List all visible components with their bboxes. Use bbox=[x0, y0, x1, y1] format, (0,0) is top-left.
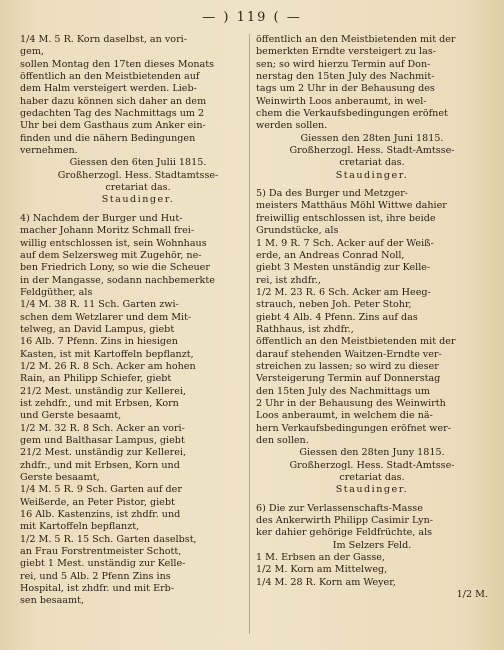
text-line: Giessen den 28ten Juny 1815. bbox=[299, 447, 445, 459]
page-number-header: — ) 119 ( — bbox=[202, 10, 302, 25]
text-line: meisters Matthäus Möhl Wittwe dahier bbox=[256, 200, 447, 212]
text-line: erde, an Andreas Conrad Noll, bbox=[256, 249, 405, 261]
text-line: giebt 1 Mest. unständig zur Kelle- bbox=[20, 558, 186, 570]
text-line: rei, und 5 Alb. 2 Pfenn Zins ins bbox=[20, 570, 171, 582]
text-line: 1 M. Erbsen an der Gasse, bbox=[256, 552, 385, 564]
text-line: ben Friedrich Lony, so wie die Scheuer bbox=[20, 262, 210, 274]
text-line: 1/4 M. 5 R. Korn daselbst, an vori- bbox=[20, 34, 187, 45]
text-line: öffentlich an den Meistbietenden mit der bbox=[256, 34, 456, 45]
text-line: 1/2 M. Korn am Mittelweg, bbox=[256, 564, 388, 576]
text-line: Hospital, ist zhdfr. und mit Erb- bbox=[20, 583, 175, 595]
text-line: tags um 2 Uhr in der Behausung des bbox=[256, 83, 435, 95]
text-line: hern Verkaufsbedingungen eröfnet wer- bbox=[256, 422, 451, 434]
text-line: telweg, an David Lampus, giebt bbox=[20, 323, 175, 335]
text-line: in der Mangasse, sodann nachbemerkte bbox=[20, 274, 215, 286]
text-line: cretariat das. bbox=[339, 472, 405, 484]
text-line: Staudinger. bbox=[101, 194, 175, 206]
text-line: ker dahier gehörige Feldfrüchte, als bbox=[256, 527, 433, 539]
text-line: cretariat das. bbox=[105, 182, 171, 194]
text-line: 4) Nachdem der Burger und Hut- bbox=[20, 212, 183, 224]
text-line: 21/2 Mest. unständig zur Kellerei, bbox=[20, 385, 187, 397]
text-line: Rathhaus, ist zhdfr., bbox=[256, 323, 354, 335]
text-line: chem die Verkaufsbedingungen eröfnet bbox=[256, 108, 448, 120]
text-line: freiwillig entschlossen ist, ihre beide bbox=[256, 212, 436, 224]
text-line: Weißerde, an Peter Pistor, giebt bbox=[20, 496, 175, 508]
text-line: den sollen. bbox=[256, 435, 309, 446]
text-line: Gerste besaamt, bbox=[20, 472, 100, 484]
text-line: haber dazu können sich daher an dem bbox=[20, 95, 207, 107]
text-line: 16 Alb. 7 Pfenn. Zins in hiesigen bbox=[20, 336, 178, 348]
text-line: gem und Balthasar Lampus, giebt bbox=[20, 435, 185, 446]
text-line: Feldgüther, als bbox=[20, 286, 93, 298]
text-line: 1/2 M. 23 R. 6 Sch. Acker am Heeg- bbox=[256, 286, 431, 298]
text-line: Weinwirth Loos anberaumt, in wel- bbox=[256, 95, 427, 107]
text-line: Großherzogl. Hess. Stadt-Amtsse- bbox=[289, 459, 455, 471]
text-line: 1/2 M. 5 R. 15 Sch. Garten daselbst, bbox=[20, 533, 197, 545]
text-line: sen; so wird hierzu Termin auf Don- bbox=[256, 58, 431, 70]
text-line: und Gerste besaamt, bbox=[20, 410, 122, 422]
text-line: Grundstücke, als bbox=[256, 225, 339, 237]
text-line: giebt 4 Alb. 4 Pfenn. Zins auf das bbox=[256, 311, 418, 323]
text-line: Uhr bei dem Gasthaus zum Anker ein- bbox=[20, 120, 206, 132]
text-line: vernehmen. bbox=[20, 145, 78, 157]
text-line: Giessen den 6ten Julii 1815. bbox=[69, 157, 207, 169]
text-line: Versteigerung Termin auf Donnerstag bbox=[256, 373, 441, 385]
text-line: Giessen den 28ten Juni 1815. bbox=[300, 132, 444, 144]
text-line: 1/4 M. 28 R. Korn am Weyer, bbox=[256, 576, 396, 588]
text-line: sen besaamt, bbox=[20, 595, 85, 607]
text-line: zhdfr., und mit Erbsen, Korn und bbox=[20, 459, 180, 471]
text-line: cretariat das. bbox=[339, 157, 405, 169]
text-line: Staudinger. bbox=[335, 484, 409, 496]
text-line: 1/4 M. 38 R. 11 Sch. Garten zwi- bbox=[20, 299, 179, 311]
text-line: 16 Alb. Kastenzins, ist zhdfr. und bbox=[20, 509, 181, 521]
right-column bbox=[256, 34, 488, 601]
text-line: 2 Uhr in der Behausung des Weinwirth bbox=[256, 397, 446, 409]
text-line: streichen zu lassen; so wird zu dieser bbox=[256, 360, 439, 372]
text-line: 1/2 M. 26 R. 8 Sch. Acker am hohen bbox=[20, 360, 196, 372]
text-line: dem Halm versteigert werden. Lieb- bbox=[20, 83, 197, 95]
text-line: auf dem Selzersweg mit Zugehör, ne- bbox=[20, 249, 202, 261]
text-line: mit Kartoffeln bepflanzt, bbox=[20, 521, 140, 533]
text-line: strauch, neben Joh. Peter Stohr, bbox=[256, 299, 412, 311]
text-line: an Frau Forstrentmeister Schott, bbox=[20, 546, 182, 558]
text-line: öffentlich an den Meistbietenden auf bbox=[20, 71, 200, 83]
text-line: werden sollen. bbox=[256, 120, 328, 132]
text-line: Im Selzers Feld. bbox=[332, 539, 412, 551]
text-line: 6) Die zur Verlassenschafts-Masse bbox=[256, 502, 423, 514]
text-line: ist zehdfr., und mit Erbsen, Korn bbox=[20, 397, 179, 409]
text-line: gem, bbox=[20, 46, 44, 58]
text-line: bemerkten Erndte versteigert zu las- bbox=[256, 46, 436, 58]
text-line: gedachten Tag des Nachmittags um 2 bbox=[20, 108, 205, 120]
text-line: 21/2 Mest. unständig zur Kellerei, bbox=[20, 447, 187, 459]
text-line: den 15ten July des Nachmittags um bbox=[256, 385, 431, 397]
text-line: darauf stehenden Waitzen-Erndte ver- bbox=[256, 348, 442, 360]
text-line: Loos anberaumt, in welchem die nä- bbox=[256, 410, 433, 422]
text-line: 1/4 M. 5 R. 9 Sch. Garten auf der bbox=[20, 484, 182, 496]
text-line: rei, ist zhdfr., bbox=[256, 274, 321, 286]
text-line: sollen Montag den 17ten dieses Monats bbox=[20, 58, 215, 70]
text-line: 1 M. 9 R. 7 Sch. Acker auf der Weiß- bbox=[256, 237, 434, 249]
text-line: willig entschlossen ist, sein Wohnhaus bbox=[20, 237, 207, 249]
text-line: Rain, an Philipp Schiefer, giebt bbox=[20, 373, 172, 385]
text-line: Kasten, ist mit Kartoffeln bepflanzt, bbox=[20, 348, 194, 360]
text-line: macher Johann Moritz Schmall frei- bbox=[20, 225, 195, 237]
text-line: Großherzogl. Hess. Stadt-Amtsse- bbox=[289, 145, 455, 157]
text-line: schen dem Wetzlarer und dem Mit- bbox=[20, 311, 192, 323]
text-line: öffentlich an den Meistbietenden mit der bbox=[256, 336, 456, 348]
text-line: nerstag den 15ten July des Nachmit- bbox=[256, 71, 435, 83]
text-line: Staudinger. bbox=[335, 169, 409, 181]
text-line: 1/2 M. 32 R. 8 Sch. Acker an vori- bbox=[20, 422, 185, 434]
text-line: giebt 3 Mesten unständig zur Kelle- bbox=[256, 262, 431, 274]
text-line: 5) Da des Burger und Metzger- bbox=[256, 188, 409, 200]
text-line: 1/2 M. bbox=[456, 589, 488, 601]
text-line: finden und die nähern Bedingungen bbox=[20, 132, 196, 144]
text-line: Großherzogl. Hess. Stadtamtsse- bbox=[57, 169, 219, 181]
left-column bbox=[20, 34, 256, 608]
text-line: des Ankerwirth Philipp Casimir Lyn- bbox=[256, 515, 433, 527]
